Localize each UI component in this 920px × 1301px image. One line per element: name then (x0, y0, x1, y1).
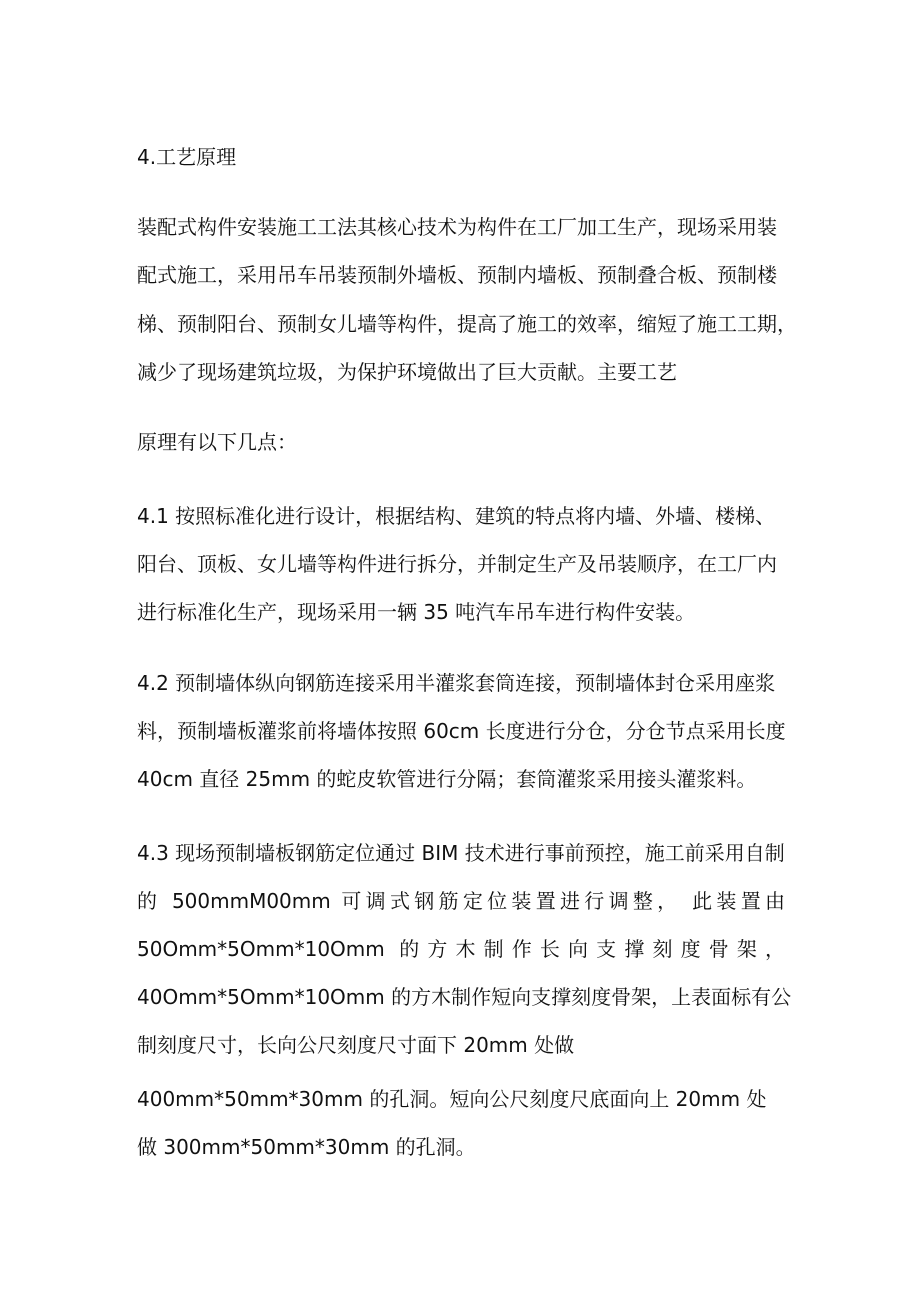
paragraph-line: 的 500mmM00mm 可调式钢筋定位装置进行调整， 此装置由 (137, 889, 785, 913)
paragraph-line: 梯、预制阳台、预制女儿墙等构件，提高了施工的效率，缩短了施工工期， (137, 312, 797, 336)
paragraph-line: 50Omm*5Omm*10Omm 的方木制作长向支撑刻度骨架， (137, 937, 785, 961)
paragraph-line: 4.2 预制墙体纵向钢筋连接采用半灌浆套筒连接，预制墙体封仓采用座浆 (137, 671, 776, 695)
paragraph-line: 阳台、顶板、女儿墙等构件进行拆分，并制定生产及吊装顺序，在工厂内 (137, 552, 777, 576)
paragraph-line: 进行标准化生产，现场采用一辆 35 吨汽车吊车进行构件安装。 (137, 600, 696, 624)
intro-tail-line: 原理有以下几点： (137, 430, 297, 454)
paragraph-line: 制刻度尺寸，长向公尺刻度尺寸面下 20mm 处做 (137, 1033, 575, 1057)
paragraph-line: 40Omm*5Omm*10Omm 的方木制作短向支撑刻度骨架，上表面标有公 (137, 985, 792, 1009)
paragraph-line: 4.3 现场预制墙板钢筋定位通过 BIM 技术进行事前预控，施工前采用自制 (137, 841, 785, 865)
paragraph-line: 配式施工，采用吊车吊装预制外墙板、预制内墙板、预制叠合板、预制楼 (137, 263, 777, 287)
paragraph-line: 减少了现场建筑垃圾，为保护环境做出了巨大贡献。主要工艺 (137, 360, 677, 384)
paragraph-line: 料，预制墙板灌浆前将墙体按照 60cm 长度进行分仓，分仓节点采用长度 (137, 719, 786, 743)
paragraph-line: 4.1 按照标准化进行设计，根据结构、建筑的特点将内墙、外墙、楼梯、 (137, 504, 776, 528)
paragraph-line: 做 300mm*50mm*30mm 的孔洞。 (137, 1135, 476, 1159)
section-heading: 4.工艺原理 (137, 145, 237, 169)
paragraph-line: 装配式构件安装施工工法其核心技术为构件在工厂加工生产，现场采用装 (137, 215, 777, 239)
paragraph-line: 40cm 直径 25mm 的蛇皮软管进行分隔；套筒灌浆采用接头灌浆料。 (137, 767, 757, 791)
paragraph-line: 400mm*50mm*30mm 的孔洞。短向公尺刻度尺底面向上 20mm 处 (137, 1087, 767, 1111)
